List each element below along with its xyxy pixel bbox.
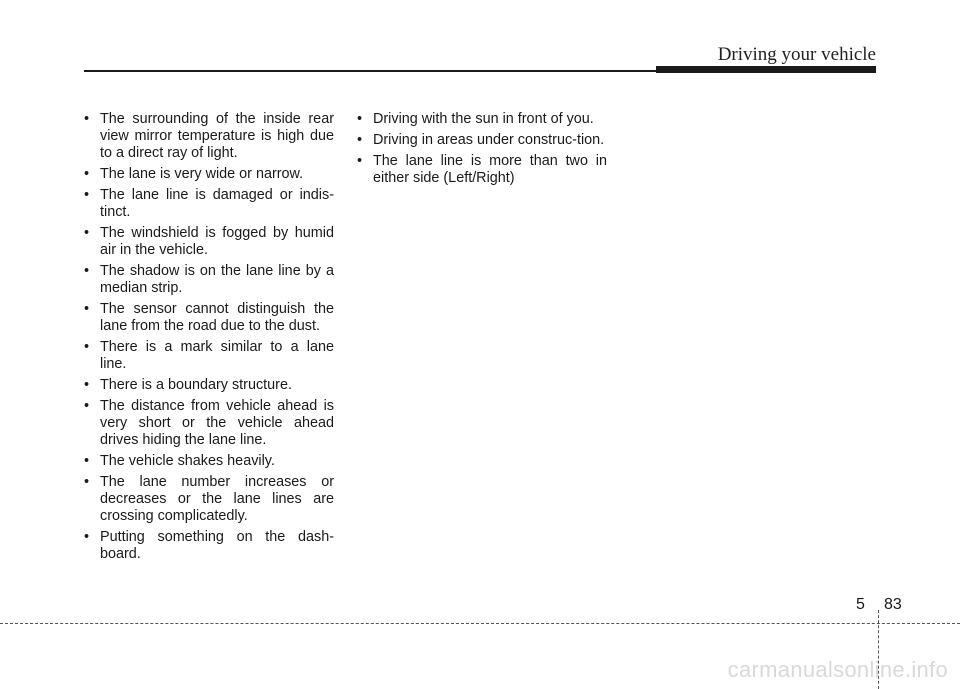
list-item: • Driving in areas under construc-tion. (355, 132, 607, 149)
footer-dashed-line (0, 623, 960, 624)
list-item: • The windshield is fogged by humid air in the vehicle. (82, 225, 334, 259)
list-item: • The shadow is on the lane line by a median strip. (82, 263, 334, 297)
list-item: • The lane is very wide or narrow. (82, 166, 334, 183)
left-bullet-list (82, 111, 334, 563)
list-item: • The lane line is more than two in either side (Left/Right) (355, 153, 607, 187)
list-item: • The vehicle shakes heavily. (82, 453, 334, 470)
list-item: • Putting something on the dash-board. (82, 529, 334, 563)
header-rule-thick (656, 66, 876, 73)
chapter-number: 5 (856, 596, 865, 613)
list-item: • The lane number increases or decreases or the lane lines are crossing complicatedly. (82, 474, 334, 525)
page-header-title: Driving your vehicle (717, 44, 876, 65)
list-item: • The lane line is damaged or indis-tinct. (82, 187, 334, 221)
list-item: • There is a mark similar to a lane line. (82, 339, 334, 373)
right-bullet-list (355, 111, 607, 187)
header-rule-thin (84, 70, 684, 72)
list-item: • Driving with the sun in front of you. (355, 111, 607, 128)
list-item: • There is a boundary structure. (82, 377, 334, 394)
list-item: • The sensor cannot distinguish the lane from the road due to the dust. (82, 301, 334, 335)
right-column (355, 111, 607, 191)
watermark: carmanualsonline.info (727, 657, 948, 682)
list-item: • The distance from vehicle ahead is very short or the vehicle ahead drives hiding the lane line. (82, 398, 334, 449)
page-number: 83 (884, 596, 902, 613)
left-column (82, 111, 334, 567)
list-item: • The surrounding of the inside rear view mirror temperature is high due to a direct ray of light. (82, 111, 334, 162)
